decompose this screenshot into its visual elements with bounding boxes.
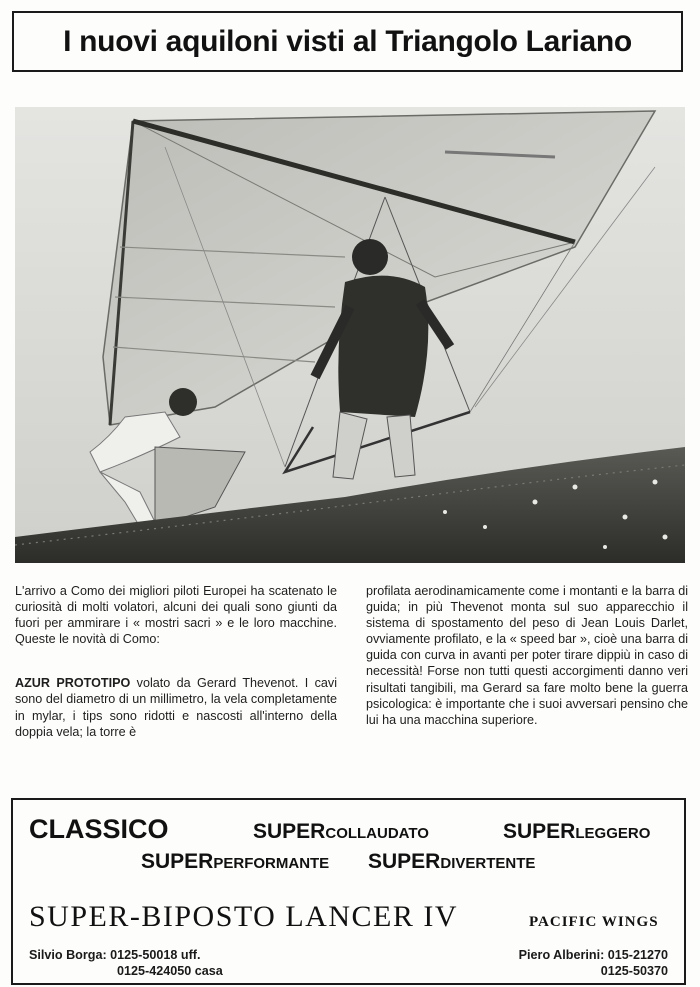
ad-contact-right-line-1: Piero Alberini: 015-21270 bbox=[518, 948, 668, 962]
article-paragraph-2 bbox=[15, 675, 337, 739]
ad-contact-right bbox=[519, 947, 668, 979]
ad-classico: CLASSICO bbox=[29, 814, 169, 844]
article-column-left bbox=[15, 583, 337, 740]
ad-super-performante bbox=[141, 850, 329, 874]
ad-divertente: DIVERTENTE bbox=[440, 855, 536, 872]
ad-super-leggero bbox=[503, 820, 650, 844]
article-column-right bbox=[366, 583, 688, 728]
hang-glider-photo bbox=[15, 107, 685, 563]
ad-product-name: SUPER-BIPOSTO LANCER IV bbox=[29, 900, 458, 933]
advertisement-box bbox=[11, 798, 686, 985]
article-lead-term: AZUR PROTOTIPO bbox=[15, 676, 131, 691]
headline: I nuovi aquiloni visti al Triangolo Lariano bbox=[12, 11, 683, 72]
ad-brand: PACIFIC WINGS bbox=[529, 914, 659, 930]
ad-contact-left-line-1: Silvio Borga: 0125-50018 uff. bbox=[29, 948, 201, 962]
ad-super-word: SUPER bbox=[253, 820, 326, 843]
ad-super-word: SUPER bbox=[368, 850, 441, 873]
article-paragraph-2-body: volato da Gerard Thevenot. I cavi sono del diametro di un millimetro, la vela completamente in mylar, i tips sono ridotti e nascosti all'interno della doppia vela; la torre è bbox=[15, 676, 337, 739]
hang-glider-photo-art bbox=[15, 107, 685, 563]
ad-contact-right-line-2: 0125-50370 bbox=[600, 964, 668, 978]
ad-performante: PERFORMANTE bbox=[213, 855, 330, 872]
ad-collaudato: COLLAUDATO bbox=[325, 825, 429, 842]
ad-leggero: LEGGERO bbox=[575, 825, 651, 842]
ad-super-divertente bbox=[368, 850, 535, 874]
article-paragraph-3: profilata aerodinamicamente come i montanti e la barra di guida; in più Thevenot monta sul suo apparecchio il sistema di spostamento del peso di Jean Louis Darlet, ovviamente profilato, e la « speed bar », cioè una barra di guida con curva in avanti per poter tirare dippiù in caso di necessità! Forse non tutti questi accorgimenti danno veri risultati tangibili, ma Gerard sa fare molto bene la guerra psicologica: è importante che i suoi avversari pensino che lui ha una macchina superiore. bbox=[366, 584, 689, 727]
article-paragraph-1: L'arrivo a Como dei migliori piloti Europei ha scatenato le curiosità di molti volatori, alcuni dei quali sono giunti da fuori per ammirare i « mostri sacri » e le loro macchine. Queste le novità di Como: bbox=[15, 584, 337, 647]
ad-contact-left bbox=[29, 947, 223, 979]
ad-contact-left-line-2: 0125-424050 casa bbox=[117, 964, 223, 978]
ad-super-word: SUPER bbox=[141, 850, 214, 873]
ad-super-collaudato bbox=[253, 820, 429, 844]
ad-super-word: SUPER bbox=[503, 820, 576, 843]
